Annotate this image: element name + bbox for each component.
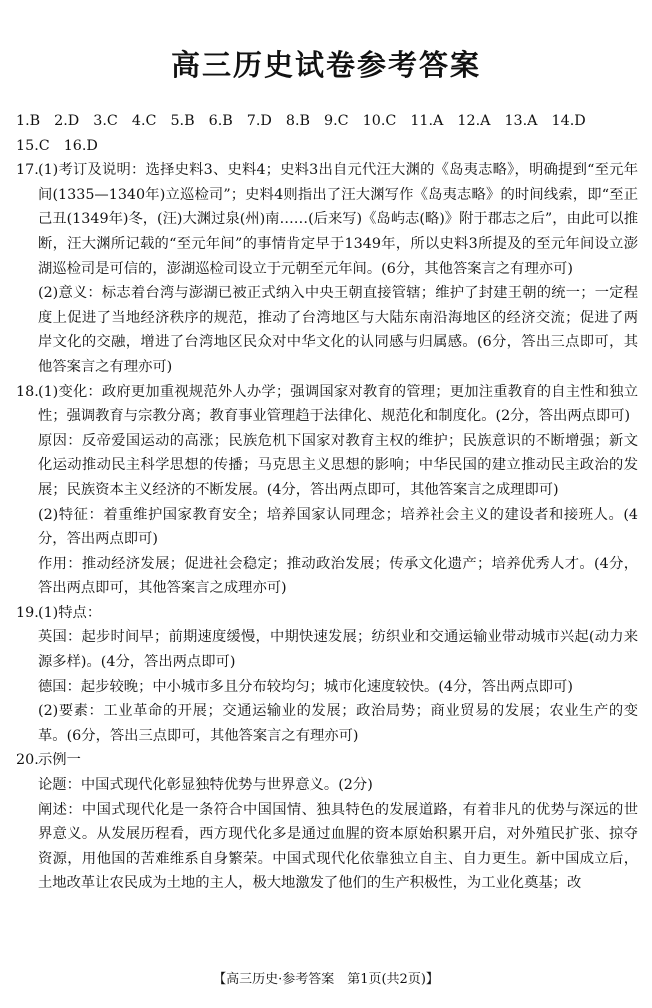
choice-answer: 1.B [16,113,41,129]
answer-paragraph: 阐述：中国式现代化是一条符合中国国情、独具特色的发展道路，有着非凡的优势与深远的世界意义。从发展历程看，西方现代化多是通过血腥的资本原始积累开启，对外殖民扩张、掠夺资源，用他国的苦难维系自身繁荣。中国式现代化依靠独立自主、自力更生。新中国成立后，土地改革让农民成为土地的主人，极大地激发了他们的生产积极性，为工业化奠基；改 [38,801,638,892]
answer-paragraph: (2)要素：工业革命的开展；交通运输业的发展；政治局势；商业贸易的发展；农业生产的变革。(6分，答出三点即可，其他答案言之有理亦可) [38,703,638,744]
question-20 [16,748,638,896]
answer-paragraph: 原因：反帝爱国运动的高涨；民族危机下国家对教育主权的维护；民族意识的不断增强；新文化运动推动民主科学思想的传播；马克思主义思想的影响；中华民国的建立推动民主政治的发展；民族资本主义经济的不断发展。(4分，答出两点即可，其他答案言之成理即可) [38,432,638,498]
choice-answer: 9.C [324,113,349,129]
answer-paragraph: (1)特点： [38,604,102,621]
answer-paragraph: (1)考订及说明：选择史料3、史料4；史料3出自元代汪大渊的《岛夷志略》，明确提到“至元年间(1335—1340年)立巡检司”；史料4则指出了汪大渊写作《岛夷志略》的时间线索，即“至正己丑(1349年)冬，(汪)大渊过泉(州)南……(后来写)《岛屿志(略)》附于郡志之后”，由此可以推断，汪大渊所记载的“至元年间”的事情肯定早于1349年，所以史料3所提及的至元年间设立澎湖巡检司是可信的，澎湖巡检司设立于元朝至元年间。(6分，其他答案言之有理亦可) [38,162,638,277]
answer-paragraph: (1)变化：政府更加重视规范外人办学；强调国家对教育的管理；更加注重教育的自主性和独立性；强调教育与宗教分离；教育事业管理趋于法律化、规范化和制度化。(2分，答出两点即可) [38,383,638,425]
choice-answer: 11.A [410,113,444,129]
answer-paragraph: 英国：起步时间早；前期速度缓慢，中期快速发展；纺织业和交通运输业带动城市兴起(动力来源多样)。(4分，答出两点即可) [38,629,638,671]
choice-answer: 8.B [285,113,311,129]
choice-answer: 13.A [504,113,538,129]
choice-answer: 10.C [362,113,397,129]
choice-answer: 4.C [131,113,157,129]
question-number: 20. [16,752,39,769]
answer-content [16,109,638,896]
choice-answer: 2.D [54,113,80,129]
answer-paragraph: 作用：推动经济发展；促进社会稳定；推动政治发展；传承文化遗产；培养优秀人才。(4分，答出两点即可，其他答案言之成理亦可) [38,555,638,597]
question-number: 18. [16,383,39,400]
choice-answer: 15.C [16,137,50,154]
answer-paragraph: (2)意义：标志着台湾与澎湖已被正式纳入中央王朝直接管辖；维护了封建王朝的统一；一定程度上促进了当地经济秩序的规范，推动了台湾地区与大陆东南沿海地区的经济交流；促进了两岸文化的交融，增进了台湾地区民众对中华文化的认同感与归属感。(6分，答出三点即可，其他答案言之有理亦可) [38,285,638,375]
choice-answer: 3.C [93,113,118,129]
page-footer: 【高三历史·参考答案 第1页(共2页)】 [213,972,439,987]
multiple-choice-answers [16,109,638,158]
choice-answer: 6.B [208,113,233,129]
choice-answer: 5.B [170,113,195,129]
question-19 [16,601,638,749]
choice-answer: 12.A [457,113,491,129]
question-17 [16,158,638,379]
answer-paragraph: 示例一 [38,752,81,769]
answer-paragraph: 论题：中国式现代化彰显独特优势与世界意义。(2分) [38,777,373,794]
answer-paragraph: (2)特征：着重维护国家教育安全；培养国家认同理念；培养社会主义的建设者和接班人。(4分，答出两点即可) [38,506,638,548]
answer-paragraph: 德国：起步较晚；中小城市多且分布较均匀；城市化速度较快。(4分，答出两点即可) [38,678,573,695]
choice-answer: 14.D [551,113,586,129]
choice-answer: 7.D [246,113,272,129]
question-number: 19. [16,604,39,621]
question-18 [16,380,638,601]
page-title: 高三历史试卷参考答案 [170,48,481,82]
choice-answer: 16.D [63,137,98,154]
question-number: 17. [16,162,39,179]
